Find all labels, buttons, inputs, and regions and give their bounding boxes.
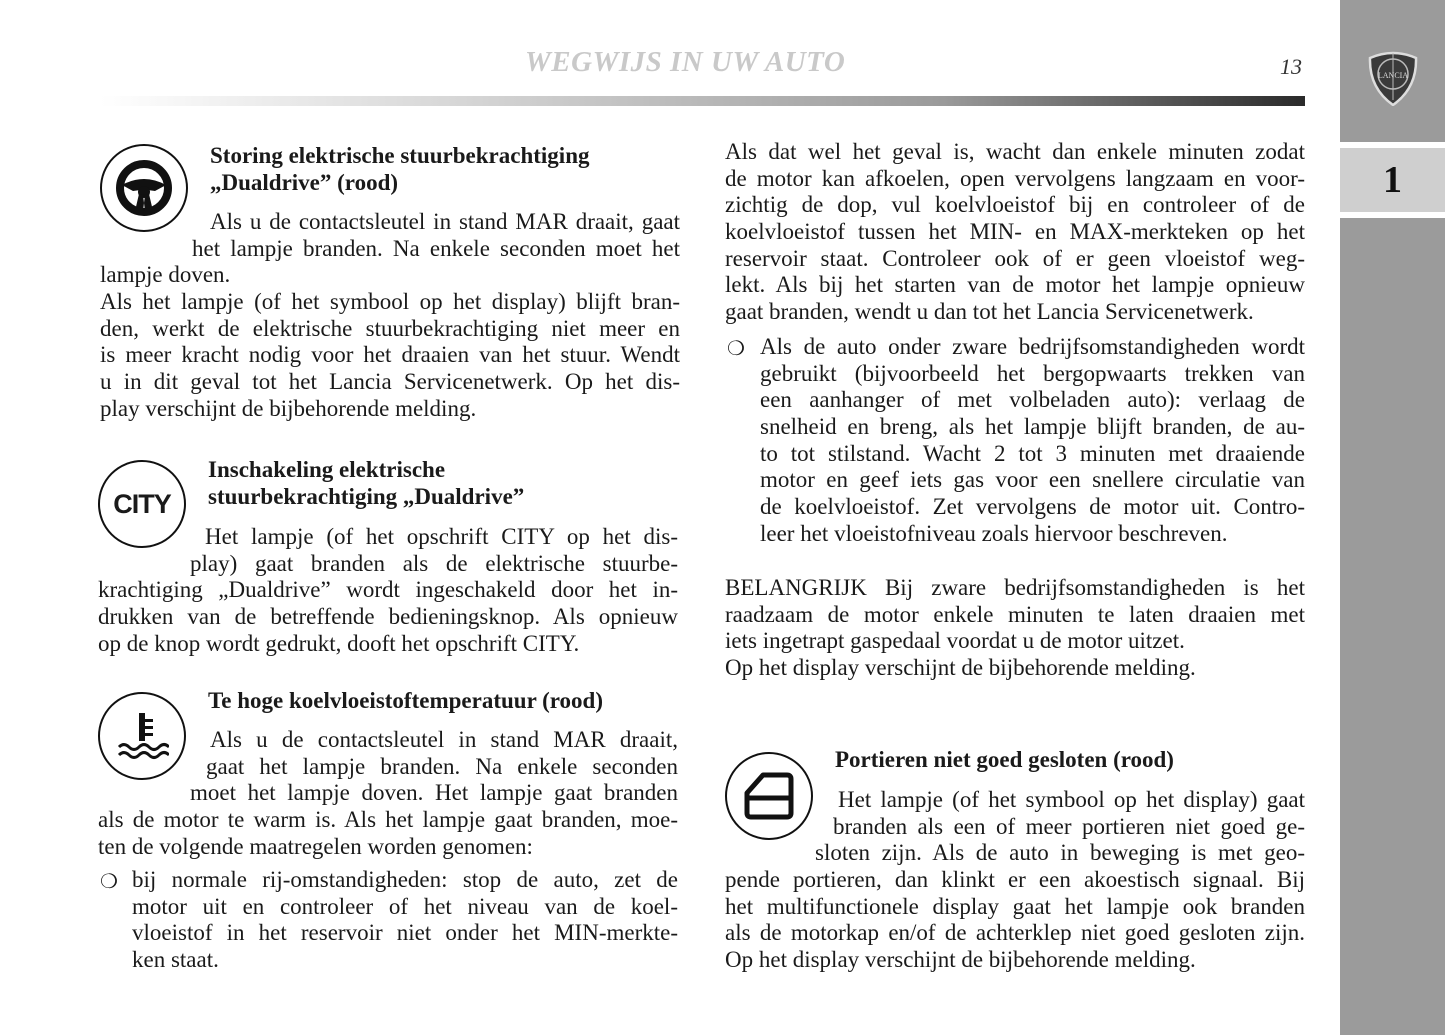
text-line: is meer kracht nodig voor het draaien van het stuur. Wendt — [100, 342, 680, 368]
text-line: vloeistof in het reservoir niet onder het MIN-merkte- — [132, 920, 678, 946]
paragraph — [725, 575, 1305, 682]
text-line: snelheid en breng, als het lampje blijft branden, de au- — [760, 414, 1305, 440]
paragraph — [100, 289, 680, 422]
heading-line: Storing elektrische stuurbekrachtiging — [210, 143, 590, 168]
svg-text:LANCIA: LANCIA — [1377, 71, 1409, 80]
text-line: Op het display verschijnt de bijbehorende melding. — [725, 947, 1196, 973]
text-line: Het lampje (of het opschrift CITY op het dis- — [205, 524, 678, 549]
text-line: koelvloeistof tussen het MIN- en MAX-merkteken op het — [725, 219, 1305, 245]
section-heading — [208, 687, 603, 714]
text-line: Als u de contactsleutel in stand MAR draait, — [210, 727, 678, 752]
bullet-icon: ❍ — [100, 871, 118, 893]
paragraph — [100, 209, 680, 289]
text-line: gaat branden, wendt u dan tot het Lancia Servicenetwerk. — [725, 299, 1254, 325]
text-line: zichtig de dop, vul koelvloeistof bij en controleer of de — [725, 192, 1305, 218]
text-line: lampje doven. — [100, 262, 231, 288]
text-line: drukken van de betreffende bedieningsknop. Als opnieuw — [98, 604, 678, 630]
text-line: branden als een of meer portieren niet goed ge- — [833, 813, 1305, 839]
text-line: raadzaam de motor enkele minuten te laten draaien met — [725, 601, 1305, 627]
text-line: als de motorkap en/of de achterklep niet goed gesloten zijn. — [725, 920, 1305, 946]
text-line: bij normale rij-omstandigheden: stop de auto, zet de — [132, 867, 678, 892]
paragraph — [760, 334, 1305, 548]
text-line: op de knop wordt gedrukt, dooft het opschrift CITY. — [98, 630, 580, 656]
text-line: play) gaat branden als de elektrische stuurbe- — [190, 550, 678, 576]
text-line: het multifunctionele display gaat het lampje ook branden — [725, 893, 1305, 919]
heading-line: Portieren niet goed gesloten (rood) — [835, 747, 1174, 772]
section-heading — [210, 142, 590, 196]
section-heading — [835, 746, 1174, 773]
text-line: ken staat. — [132, 947, 219, 973]
bullet-icon: ❍ — [727, 338, 745, 360]
chapter-sidebar — [1340, 0, 1445, 1035]
text-line: een aanhanger of met volbeladen auto): verlaag de — [760, 387, 1305, 413]
text-line: Op het display verschijnt de bijbehorende melding. — [725, 655, 1196, 681]
text-line: het lampje branden. Na enkele seconden moet het — [192, 235, 680, 261]
heading-line: Te hoge koelvloeistoftemperatuur (rood) — [208, 688, 604, 713]
text-line: motor en geef iets gas voor een snellere circulatie van — [760, 467, 1305, 493]
text-line: to tot stilstand. Wacht 2 tot 3 minuten met draaiende — [760, 440, 1305, 466]
text-line: de motor kan afkoelen, open vervolgens langzaam en voor- — [725, 165, 1305, 191]
text-line: den, werkt de elektrische stuurbekrachtiging niet meer en — [100, 315, 680, 341]
text-line: leer het vloeistofniveau zoals hiervoor beschreven. — [760, 520, 1228, 546]
page-number: 13 — [1280, 54, 1302, 79]
text-line: gaat het lampje branden. Na enkele seconden — [206, 753, 678, 779]
heading-line: „Dualdrive” (rood) — [210, 170, 399, 195]
text-line: moet het lampje doven. Het lampje gaat branden — [190, 780, 678, 806]
text-line: pende portieren, dan klinkt er een akoestisch signaal. Bij — [725, 867, 1305, 893]
paragraph — [98, 524, 678, 657]
text-line: krachtiging „Dualdrive” wordt ingeschakeld door het in- — [98, 577, 678, 603]
paragraph — [98, 727, 678, 860]
city-icon: CITY — [98, 460, 186, 548]
text-line: als de motor te warm is. Als het lampje gaat branden, moe- — [98, 807, 678, 833]
paragraph — [725, 787, 1305, 974]
text-line: iets ingetrapt gaspedaal voordat u de motor uitzet. — [725, 628, 1185, 654]
text-line: reservoir staat. Controleer ook of er geen vloeistof weg- — [725, 245, 1305, 271]
text-line: gebruikt (bijvoorbeeld het bergopwaarts trekken van — [760, 360, 1305, 386]
text-line: ten de volgende maatregelen worden genomen: — [98, 833, 533, 859]
text-line: BELANGRIJK Bij zware bedrijfsomstandigheden is het — [725, 575, 1305, 600]
text-line: Als de auto onder zware bedrijfsomstandigheden wordt — [760, 334, 1305, 359]
text-line: lekt. Als bij het starten van de motor het lampje opnieuw — [725, 272, 1305, 298]
lancia-logo-icon — [1367, 50, 1419, 106]
heading-line: stuurbekrachtiging „Dualdrive” — [208, 484, 525, 509]
text-line: sloten zijn. Als de auto in beweging is met geo- — [815, 840, 1305, 866]
text-line: Als het lampje (of het symbool op het display) blijft bran- — [100, 289, 680, 314]
text-line: Het lampje (of het symbool op het display) gaat — [838, 787, 1305, 812]
text-line: Als dat wel het geval is, wacht dan enkele minuten zodat — [725, 139, 1305, 164]
header-divider — [100, 96, 1305, 106]
text-line: play verschijnt de bijbehorende melding. — [100, 395, 477, 421]
paragraph — [725, 139, 1305, 326]
paragraph — [132, 867, 678, 974]
chapter-tab[interactable]: 1 — [1340, 148, 1445, 212]
heading-line: Inschakeling elektrische — [208, 457, 446, 482]
text-line: Als u de contactsleutel in stand MAR draait, gaat — [210, 209, 680, 234]
text-line: de koelvloeistof. Zet vervolgens de motor uit. Contro- — [760, 494, 1305, 520]
header-title: WEGWIJS IN UW AUTO — [525, 46, 846, 78]
text-line: motor uit en controleer of het niveau van de koel- — [132, 893, 678, 919]
section-heading — [208, 456, 524, 510]
text-line: u in dit geval tot het Lancia Servicenetwerk. Op het dis- — [100, 369, 680, 395]
